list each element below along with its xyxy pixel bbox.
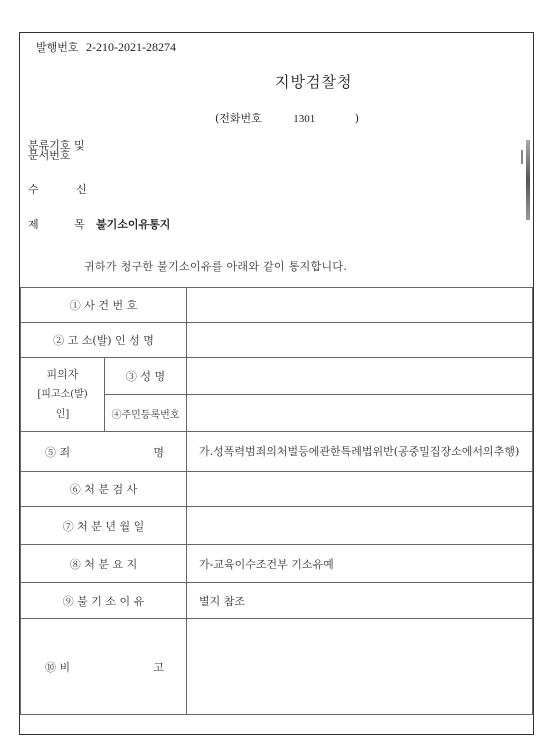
table-row (21, 323, 533, 358)
subject-label: 제 목 (28, 218, 101, 231)
crime-label-end: 명 (153, 445, 164, 459)
table-row (21, 472, 533, 507)
complainant-value (187, 323, 533, 358)
issue-number (36, 39, 176, 55)
crime-label (21, 432, 187, 472)
table-row (21, 288, 533, 323)
case-number-label: ① 사 건 번 호 (21, 288, 187, 323)
office-title: 지방검찰청 (275, 73, 353, 91)
suspect-rrn-label: ④주민등록번호 (105, 395, 187, 432)
table-row (21, 545, 533, 583)
notice-table (20, 287, 533, 715)
table-row (21, 507, 533, 545)
classification-label (28, 141, 88, 161)
remarks-label (21, 619, 187, 715)
suspect-label-line2: [피고소(발)인] (37, 388, 88, 420)
classification-label-line1: 분류기호 및 (28, 139, 85, 152)
issue-number-value: 2-210-2021-28274 (86, 40, 177, 54)
phone-line (215, 110, 359, 126)
table-row (21, 619, 533, 715)
remarks-label-num: ⑩ 비 (45, 660, 71, 674)
prosecutor-label: ⑥ 처 분 검 사 (21, 472, 187, 507)
receiver-label: 수 신 (28, 183, 104, 196)
table-row (21, 583, 533, 619)
disposition-date-value (187, 507, 533, 545)
subject-value: 불기소이유통지 (96, 218, 171, 231)
phone-close: ) (354, 112, 360, 125)
disposition-summary-value: 가-교육이수조건부 기소유예 (187, 545, 533, 583)
case-number-value (187, 288, 533, 323)
non-indictment-reason-value: 별지 참조 (187, 583, 533, 619)
non-indictment-reason-label: ⑨ 불 기 소 이 유 (21, 583, 187, 619)
suspect-name-label: ③ 성 명 (105, 358, 187, 395)
notice-document (19, 32, 534, 735)
disposition-date-label: ⑦ 처 분 년 월 일 (21, 507, 187, 545)
classification-label-line2: 문서번호 (28, 149, 71, 162)
complainant-label: ② 고 소(발) 인 성 명 (21, 323, 187, 358)
remarks-label-end: 고 (153, 660, 164, 674)
suspect-name-value (187, 358, 533, 395)
phone-value: 1301 (293, 113, 316, 125)
prosecutor-value (187, 472, 533, 507)
issue-label: 발행번호 (36, 41, 79, 54)
suspect-rrn-value (187, 395, 533, 432)
suspect-label (21, 358, 105, 432)
suspect-label-line1: 피의자 (46, 367, 79, 381)
table-row (21, 432, 533, 472)
notice-text: 귀하가 청구한 불기소이유를 아래와 같이 통지합니다. (84, 260, 348, 273)
crime-label-num: ⑤ 죄 (45, 445, 71, 459)
disposition-summary-label: ⑧ 처 분 요 지 (21, 545, 187, 583)
table-row (21, 358, 533, 395)
crime-value: 가.성폭력범죄의처벌등에관한특례법위반(공중밀집장소에서의추행) (187, 432, 533, 472)
phone-label: (전화번호 (215, 112, 262, 125)
remarks-value (187, 619, 533, 715)
